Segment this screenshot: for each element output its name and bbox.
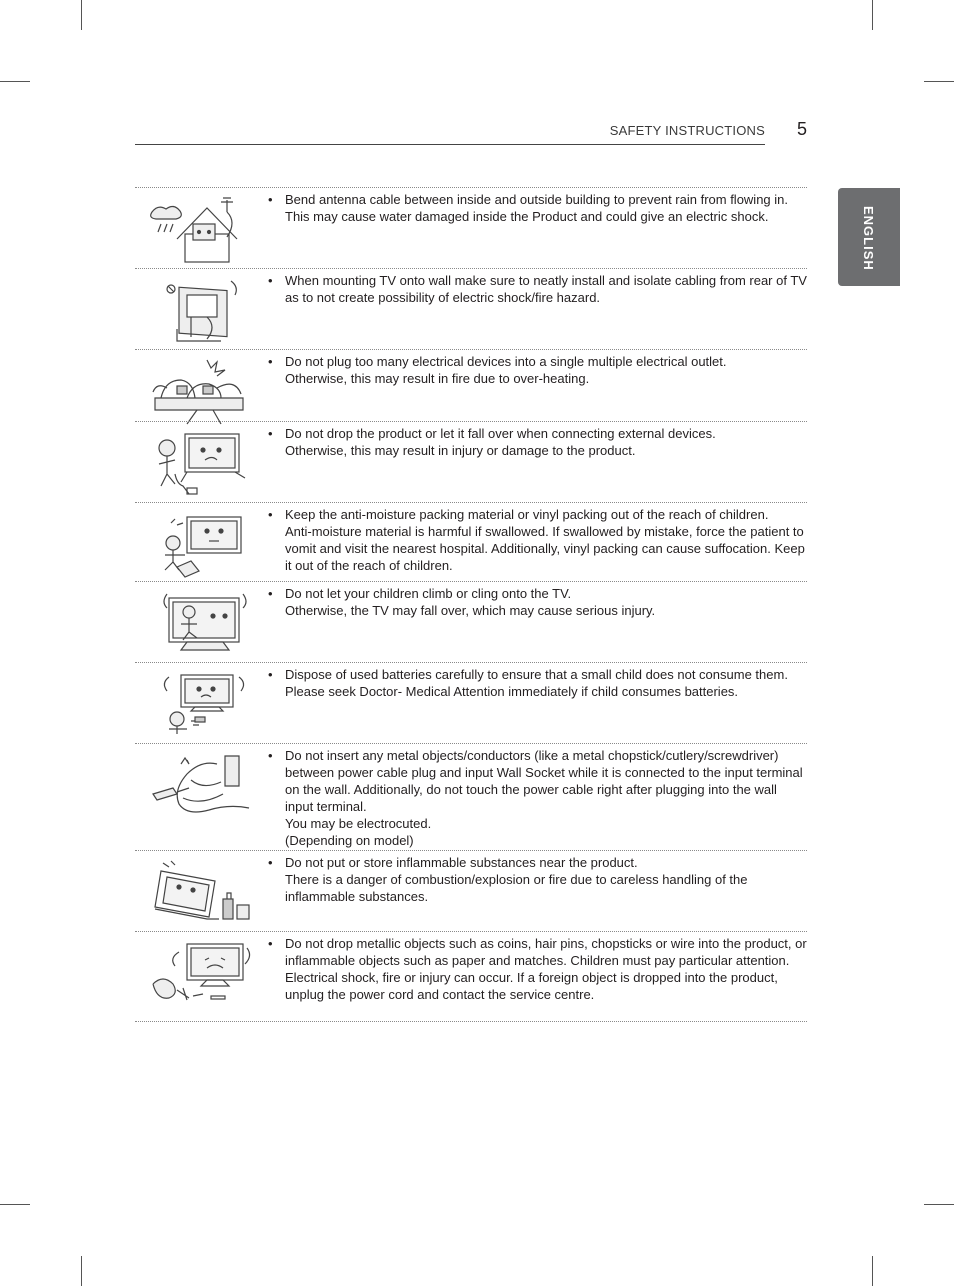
paragraph: Do not insert any metal objects/conductors (like a metal chopstick/cutlery/screwdriver) between power cable plug and input Wall Socket while it is connected to the input terminal on the wall. Additionally, do not touch the power cable right after plugging into the wall input terminal. — [285, 748, 803, 814]
bullet: • — [268, 507, 273, 522]
paragraph: Bend antenna cable between inside and outside building to prevent rain from flowing in. This may cause water damaged inside the Product and could give an electric shock. — [285, 192, 789, 224]
crop-mark — [872, 0, 873, 30]
paragraph: Do not drop metallic objects such as coins, hair pins, chopsticks or wire into the product, or inflammable objects such as paper and matches. Children must pay particular attention. — [285, 936, 807, 968]
bullet: • — [268, 748, 273, 763]
safety-text — [268, 854, 808, 905]
safety-text — [268, 272, 808, 306]
safety-text — [268, 191, 808, 225]
section-title: SAFETY INSTRUCTIONS — [609, 123, 765, 138]
list-item — [135, 581, 807, 662]
safety-list — [135, 187, 807, 1022]
list-item — [135, 850, 807, 931]
crop-mark — [0, 81, 30, 82]
bullet: • — [268, 273, 273, 288]
safety-text — [268, 506, 808, 574]
list-item — [135, 743, 807, 850]
list-item — [135, 931, 807, 1022]
inflammable-substances-icon — [147, 857, 257, 927]
paragraph: Please seek Doctor- Medical Attention immediately if child consumes batteries. — [285, 684, 739, 699]
crop-mark — [924, 81, 954, 82]
paragraph: Do not put or store inflammable substances near the product. — [285, 855, 638, 870]
child-packing-material-icon — [147, 509, 257, 579]
bullet: • — [268, 667, 273, 682]
list-item — [135, 268, 807, 349]
list-item — [135, 349, 807, 421]
bullet: • — [268, 192, 273, 207]
header-divider — [135, 144, 765, 145]
wall-mounted-tv-cabling-icon — [147, 275, 257, 345]
paragraph: Otherwise, this may result in injury or damage to the product. — [285, 443, 636, 458]
child-climbing-tv-icon — [147, 588, 257, 658]
crop-mark — [872, 1256, 873, 1286]
paragraph: There is a danger of combustion/explosion or fire due to careless handling of the inflammable substances. — [285, 872, 748, 904]
language-tab — [838, 188, 900, 286]
paragraph: Do not let your children climb or cling onto the TV. — [285, 586, 572, 601]
crop-mark — [0, 1204, 30, 1205]
safety-text — [268, 425, 808, 459]
paragraph: Otherwise, this may result in fire due to over-heating. — [285, 371, 590, 386]
paragraph: (Depending on model) — [285, 833, 414, 848]
paragraph: Anti-moisture material is harmful if swallowed. If swallowed by mistake, force the patient to vomit and visit the nearest hospital. Additionally, vinyl packing can cause suffocation. Keep it out of the reach of children. — [285, 524, 805, 573]
paragraph: Do not plug too many electrical devices into a single multiple electrical outlet. — [285, 354, 727, 369]
crop-mark — [81, 0, 82, 30]
house-antenna-rain-icon — [147, 194, 257, 264]
metal-object-plug-icon — [147, 750, 257, 820]
language-tab-label: ENGLISH — [861, 206, 876, 271]
bullet: • — [268, 354, 273, 369]
metallic-objects-tv-icon — [147, 938, 257, 1008]
paragraph: Do not drop the product or let it fall over when connecting external devices. — [285, 426, 716, 441]
list-item — [135, 662, 807, 743]
bullet: • — [268, 586, 273, 601]
paragraph: You may be electrocuted. — [285, 816, 432, 831]
safety-text — [268, 353, 808, 387]
tv-falling-external-device-icon — [147, 428, 257, 498]
crop-mark — [81, 1256, 82, 1286]
bullet: • — [268, 936, 273, 951]
page-number: 5 — [797, 119, 808, 139]
paragraph: Electrical shock, fire or injury can occur. If a foreign object is dropped into the product, unplug the power cord and contact the service centre. — [285, 970, 778, 1002]
paragraph: Dispose of used batteries carefully to ensure that a small child does not consume them. — [285, 667, 788, 682]
safety-text — [268, 935, 808, 1003]
safety-text — [268, 666, 808, 700]
paragraph: Otherwise, the TV may fall over, which may cause serious injury. — [285, 603, 656, 618]
overloaded-power-strip-icon — [147, 356, 257, 426]
safety-text — [268, 585, 808, 619]
paragraph: When mounting TV onto wall make sure to neatly install and isolate cabling from rear of TV as to not create possibility of electric shock/fire hazard. — [285, 273, 807, 305]
crop-mark — [924, 1204, 954, 1205]
paragraph: Keep the anti-moisture packing material or vinyl packing out of the reach of children. — [285, 507, 769, 522]
child-batteries-icon — [147, 669, 257, 739]
list-item — [135, 502, 807, 581]
bullet: • — [268, 426, 273, 441]
bullet: • — [268, 855, 273, 870]
list-item — [135, 421, 807, 502]
safety-text — [268, 747, 808, 849]
list-item — [135, 187, 807, 268]
